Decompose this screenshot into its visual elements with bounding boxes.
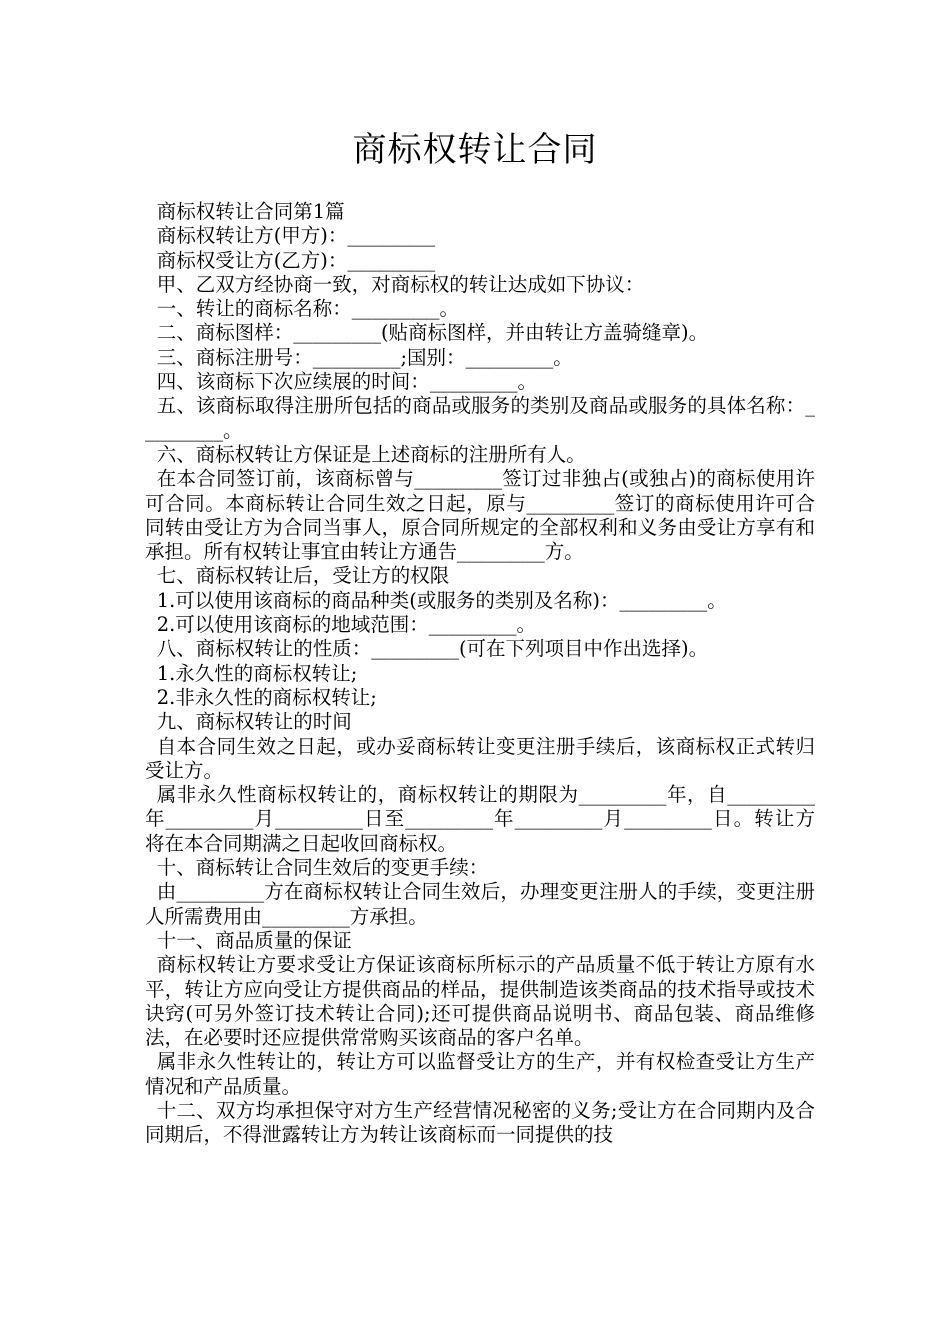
clause-8-option-1: 1.永久性的商标权转让; <box>156 661 358 685</box>
clause-11-heading: 十一、商品质量的保证 <box>156 928 352 952</box>
clause-7-item-2: 2.可以使用该商标的地域范围：_________。 <box>156 613 537 637</box>
clause-9-effective: 自本合同生效之日起，或办妥商标转让变更注册手续后，该商标权正式转归受让方。 <box>145 734 815 782</box>
paragraph-party-b: 商标权受让方(乙方)：_________ <box>156 248 436 272</box>
clause-8-option-2: 2.非永久性的商标权转让; <box>156 685 377 709</box>
document-body <box>145 200 815 1148</box>
clause-9-term: 属非永久性商标权转让的，商标权转让的期限为_________年，自_________年_________月_________日至_________年_________月_________日。转让方将在本合同期满之日起收回商标权。 <box>145 783 815 855</box>
clause-8-nature: 八、商标权转让的性质：_________(可在下列项目中作出选择)。 <box>156 637 709 661</box>
clause-10-procedure: 由_________方在商标权转让合同生效后，办理变更注册人的手续，变更注册人所需费用由_________方承担。 <box>145 880 815 928</box>
clause-11-supervision: 属非永久性转让的，转让方可以监督受让方的生产，并有权检查受让方生产情况和产品质量。 <box>145 1050 815 1098</box>
clause-12-confidentiality: 十二、双方均承担保守对方生产经营情况秘密的义务;受让方在合同期内及合同期后，不得泄露转让方为转让该商标而一同提供的技 <box>145 1098 815 1147</box>
clause-1-trademark-name: 一、转让的商标名称：_________。 <box>156 297 459 321</box>
clause-2-trademark-design: 二、商标图样：_________(贴商标图样，并由转让方盖骑缝章)。 <box>156 321 709 345</box>
clause-3-registration-number: 三、商标注册号：_________;国别：_________。 <box>156 345 573 369</box>
paragraph-party-a: 商标权转让方(甲方)：_________ <box>156 224 436 248</box>
paragraph-agreement-intro: 甲、乙双方经协商一致，对商标权的转让达成如下协议： <box>156 272 645 296</box>
clause-7-rights-heading: 七、商标权转让后，受让方的权限 <box>156 564 450 588</box>
paragraph-heading-part1: 商标权转让合同第1篇 <box>156 200 345 223</box>
document-title: 商标权转让合同 <box>352 130 598 170</box>
clause-6-ownership-guarantee: 六、商标权转让方保证是上述商标的注册所有人。 <box>156 442 586 466</box>
clause-4-renewal-time: 四、该商标下次应续展的时间：_________。 <box>156 370 537 394</box>
clause-6-license-contract: 在本合同签订前，该商标曾与_________签订过非独占(或独占)的商标使用许可合同。本商标转让合同生效之日起，原与_________签订的商标使用许可合同转由受让方为合同当事人，原合同所规定的全部权利和义务由受让方享有和承担。所有权转让事宜由转让方通告_________方。 <box>145 467 815 564</box>
clause-9-time-heading: 九、商标权转让的时间 <box>156 710 352 734</box>
clause-5-goods-services: 五、该商标取得注册所包括的商品或服务的类别及商品或服务的具体名称：_________。 <box>145 394 815 442</box>
clause-10-heading: 十、商标转让合同生效后的变更手续： <box>156 856 489 880</box>
clause-7-item-1: 1.可以使用该商标的商品种类(或服务的类别及名称)：_________。 <box>156 588 727 612</box>
clause-11-quality: 商标权转让方要求受让方保证该商标所标示的产品质量不低于转让方原有水平，转让方应向受让方提供商品的样品，提供制造该类商品的技术指导或技术诀窍(可另外签订技术转让合同);还可提供商品说明书、商品包装、商品维修法，在必要时还应提供常常购买该商品的客户名单。 <box>145 953 815 1050</box>
